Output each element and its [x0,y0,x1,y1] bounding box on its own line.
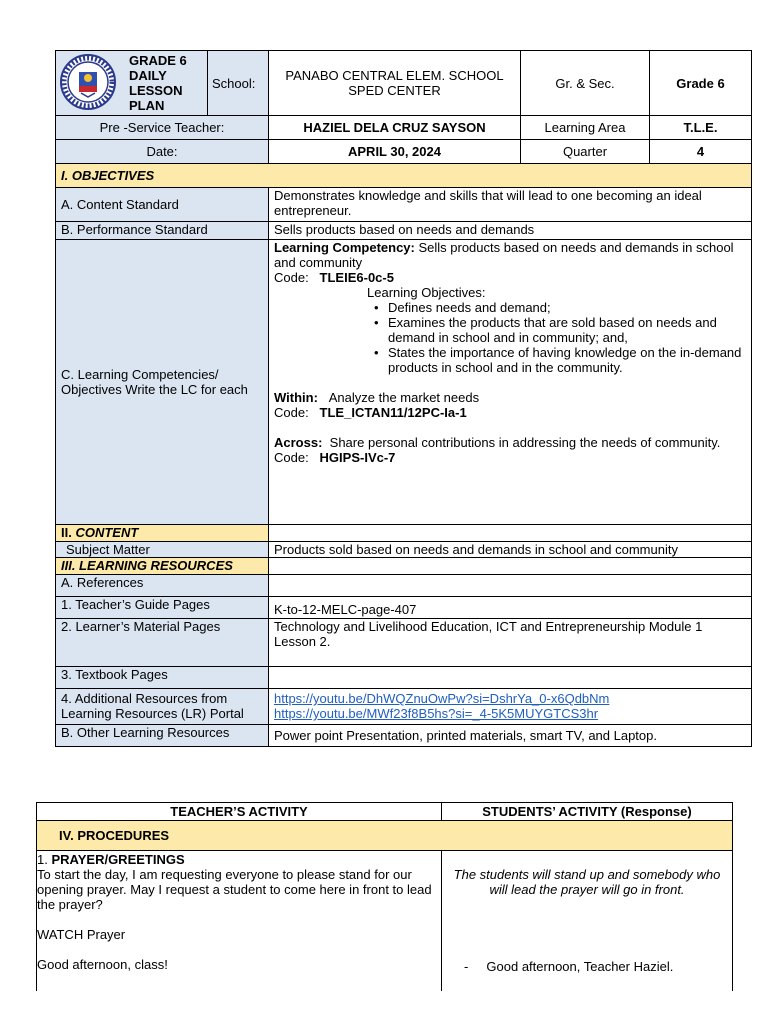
across-label: Across: [274,435,323,450]
grade-section-value: Grade 6 [650,51,752,116]
learners-material-label: 2. Learner’s Material Pages [56,619,269,667]
teacher-activity-cell [37,851,442,991]
quarter-label: Quarter [521,140,650,164]
student-text: The students will stand up and somebody who will lead the prayer will go in front. [453,867,721,897]
procedures-header-row [37,803,733,821]
learning-area-label: Learning Area [521,116,650,140]
deped-seal-icon [59,53,117,111]
objectives-heading: I. OBJECTIVES [56,164,752,188]
learning-objectives-label: Learning Objectives: [367,285,486,300]
learners-material-value: Technology and Livelihood Education, ICT and Entrepreneurship Module 1 [274,619,703,634]
plan-title: GRADE 6 DAILY LESSON PLAN [129,53,187,113]
logo-title-cell [56,51,208,116]
content-standard-row [56,188,752,222]
additional-resources-row [56,689,752,725]
content-standard-value: Demonstrates knowledge and skills that will lead to one becoming an ideal entrepreneur. [269,188,752,222]
learners-material-lesson: Lesson 2. [274,634,331,649]
quarter-value: 4 [650,140,752,164]
resources-heading: III. LEARNING RESOURCES [56,558,269,575]
other-resources-value: Power point Presentation, printed materials, smart TV, and Laptop. [269,725,752,747]
youtube-link-2[interactable]: https://youtu.be/MWf23f8B5hs?si=_4-5K5MUYGTCS3hr [274,706,599,721]
performance-standard-label: B. Performance Standard [56,222,269,240]
school-label: School: [208,51,269,116]
references-row [56,575,752,597]
procedures-table [36,802,733,991]
procedures-heading-row [37,821,733,851]
teacher-watch: WATCH Prayer [37,927,126,942]
teachers-guide-label: 1. Teacher’s Guide Pages [56,597,269,619]
competencies-content [269,240,752,525]
step-num: 1. [37,852,52,867]
list-item: • Examines the products that are sold based on needs and demand in school and in community; and, [374,315,746,345]
teacher-activity-header: TEACHER’S ACTIVITY [37,803,442,821]
date-label: Date: [56,140,269,164]
student-greeting-dash: - [464,959,469,974]
teacher-row [56,116,752,140]
subject-matter-value: Products sold based on needs and demands in school and community [269,542,752,558]
header-row [56,51,752,116]
teacher-greeting: Good afternoon, class! [37,957,168,972]
teachers-guide-row [56,597,752,619]
other-resources-label: B. Other Learning Resources [56,725,269,747]
lc-code: TLEIE6-0c-5 [319,270,394,285]
additional-resources-label: 4. Additional Resources from Learning Resources (LR) Portal [56,689,269,725]
code-label: Code: [274,450,309,465]
prayer-row [37,851,733,991]
teachers-guide-value: K-to-12-MELC-page-407 [269,597,752,619]
across-text: Share personal contributions in addressing the needs of community. [329,435,721,450]
lesson-plan-table [55,50,752,747]
date-row [56,140,752,164]
teacher-text: To start the day, I am requesting everyone to please stand for our opening prayer. May I request a student to come here in front to lead the prayer? [37,867,432,912]
within-code: TLE_ICTAN11/12PC-Ia-1 [319,405,467,420]
learning-area-value: T.L.E. [650,116,752,140]
code-label: Code: [274,270,309,285]
textbook-row [56,667,752,689]
references-label: A. References [56,575,269,597]
procedures-heading: IV. PROCEDURES [37,821,733,851]
step-name: PRAYER/GREETINGS [51,852,185,867]
code-label: Code: [274,405,309,420]
subject-matter-label: Subject Matter [56,542,269,558]
learning-objectives-list [374,300,746,375]
performance-standard-row [56,222,752,240]
competencies-label: C. Learning Competencies/ Objectives Write the LC for each [56,240,269,525]
list-item: • States the importance of having knowledge on the in-demand products in school and in the community. [374,345,746,375]
performance-standard-value: Sells products based on needs and demands [269,222,752,240]
school-value: PANABO CENTRAL ELEM. SCHOOL SPED CENTER [269,51,521,116]
across-code: HGIPS-IVc-7 [319,450,396,465]
student-activity-cell [442,851,733,991]
date-value: APRIL 30, 2024 [269,140,521,164]
objectives-heading-row [56,164,752,188]
subject-matter-row [56,542,752,558]
list-item: • Defines needs and demand; [374,300,746,315]
teacher-value: HAZIEL DELA CRUZ SAYSON [269,116,521,140]
within-text: Analyze the market needs [328,390,480,405]
teacher-label: Pre -Service Teacher: [56,116,269,140]
student-greeting: Good afternoon, Teacher Haziel. [486,959,674,974]
lc-text: Sells products based on needs and demands in school and community [274,240,734,270]
student-activity-header: STUDENTS’ ACTIVITY (Response) [442,803,733,821]
competencies-row [56,240,752,525]
learning-competency [274,240,746,270]
resources-heading-row [56,558,752,575]
lc-title: Learning Competency: [274,240,415,255]
content-standard-label: A. Content Standard [56,188,269,222]
textbook-label: 3. Textbook Pages [56,667,269,689]
within-label: Within: [274,390,318,405]
content-heading: II. CONTENT [56,525,269,542]
grade-section-label: Gr. & Sec. [521,51,650,116]
learners-material-row [56,619,752,667]
content-heading-row [56,525,752,542]
youtube-link-1[interactable]: https://youtu.be/DhWQZnuOwPw?si=DshrYa_0-x6QdbNm [274,691,610,706]
other-resources-row [56,725,752,747]
